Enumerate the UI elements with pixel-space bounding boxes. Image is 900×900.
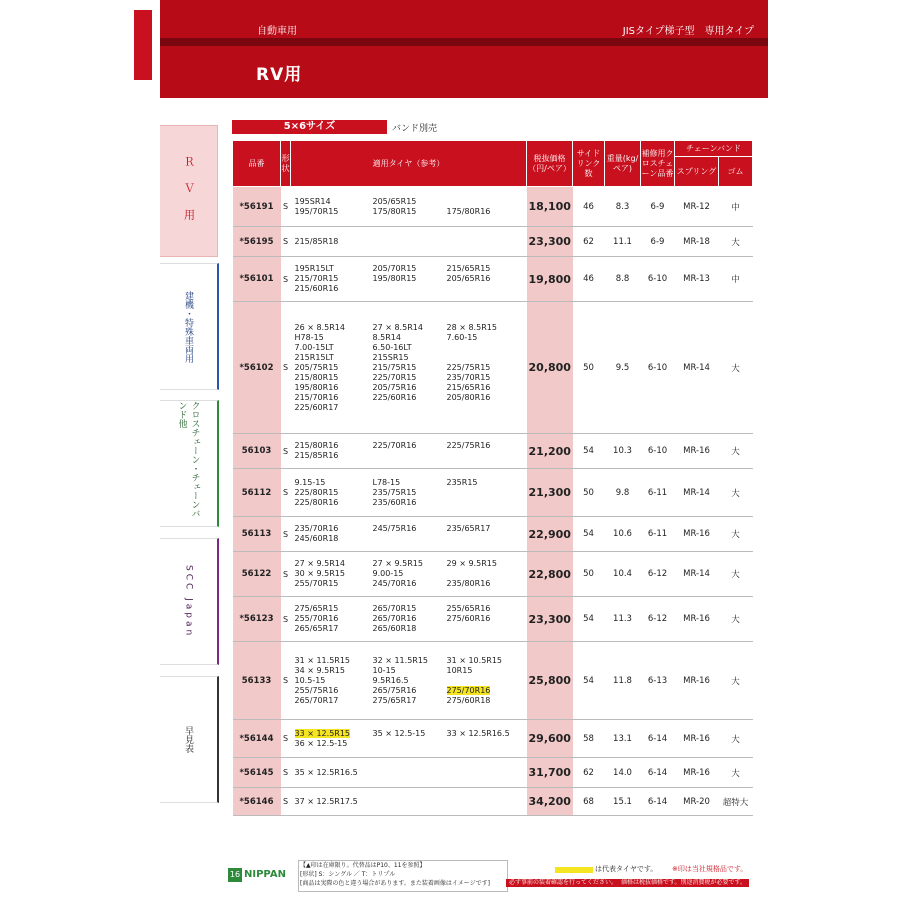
- tire-size: 195R15LT: [294, 264, 334, 273]
- cell-rubber: 大: [719, 227, 753, 257]
- tire-size: 35 × 12.5R16.5: [294, 767, 358, 777]
- cell-code: *56191: [233, 187, 281, 227]
- cell-tires: [291, 720, 527, 758]
- cell-code: 56133: [233, 642, 281, 720]
- tire-size: 36 × 12.5-15: [294, 738, 348, 748]
- spine-accent: [134, 10, 152, 80]
- table-row: [233, 517, 753, 552]
- cell-price: 34,200: [527, 788, 573, 816]
- tire-size: 255/70R16: [294, 614, 339, 623]
- cell-rubber: 大: [719, 517, 753, 552]
- tire-size: [447, 797, 525, 807]
- tire-size: [373, 451, 447, 461]
- cell-cross: 6-9: [641, 187, 675, 227]
- cell-code: 56112: [233, 469, 281, 517]
- cell-side: 68: [573, 788, 605, 816]
- cell-form: S: [281, 302, 291, 434]
- cell-price: 25,800: [527, 642, 573, 720]
- cell-side: 50: [573, 302, 605, 434]
- col-weight: 重量(kg/ペア): [605, 141, 641, 187]
- cell-form: S: [281, 434, 291, 469]
- tire-size: 205/65R16: [446, 274, 491, 283]
- table-row: [233, 187, 753, 227]
- tire-size: 225/75R15: [446, 362, 491, 372]
- table-row: [233, 758, 753, 788]
- tire-size: 275/65R15: [294, 604, 339, 613]
- tire-size: 215R15LT: [294, 352, 334, 362]
- tab-quick-reference[interactable]: 早見表: [160, 676, 219, 803]
- cell-spring: MR-16: [675, 642, 719, 720]
- header-category: 自動車用: [257, 26, 297, 37]
- cell-tires: [291, 642, 527, 720]
- cell-code: *56102: [233, 302, 281, 434]
- cell-price: 22,800: [527, 552, 573, 597]
- legend-star: ※印は当社規格品です。: [672, 865, 748, 873]
- cell-spring: MR-12: [675, 187, 719, 227]
- cell-tires: [291, 257, 527, 302]
- tire-size: 30 × 9.5R15: [294, 569, 345, 578]
- cell-code: *56123: [233, 597, 281, 642]
- warning-fit-check: 必ず事前の装着確認を行ってください。: [506, 879, 620, 887]
- cell-cross: 6-11: [641, 517, 675, 552]
- tire-size: 7.60-15: [446, 332, 478, 342]
- tire-size: 215/65R16: [446, 382, 491, 392]
- cell-price: 23,300: [527, 227, 573, 257]
- tire-size: 215/75R15: [372, 362, 417, 372]
- cell-cross: 6-14: [641, 720, 675, 758]
- cell-tires: [291, 187, 527, 227]
- cell-weight: 14.0: [605, 758, 641, 788]
- tire-size: [447, 498, 525, 508]
- cell-side: 54: [573, 434, 605, 469]
- tire-size: 31 × 11.5R15: [294, 655, 351, 665]
- cell-side: 50: [573, 552, 605, 597]
- page-number: 16: [228, 868, 242, 882]
- cell-tires: [291, 227, 527, 257]
- cell-form: S: [281, 758, 291, 788]
- cell-rubber: 超特大: [719, 788, 753, 816]
- tire-size: 205/80R16: [446, 392, 491, 402]
- cell-code: 56113: [233, 517, 281, 552]
- cell-code: *56146: [233, 788, 281, 816]
- cell-spring: MR-16: [675, 517, 719, 552]
- cell-side: 46: [573, 257, 605, 302]
- cell-cross: 6-12: [641, 597, 675, 642]
- cell-weight: 15.1: [605, 788, 641, 816]
- cell-side: 46: [573, 187, 605, 227]
- tire-size: 10-15: [372, 665, 396, 675]
- cell-side: 54: [573, 642, 605, 720]
- page-header: [160, 0, 768, 98]
- tab-cross-chain[interactable]: クロスチェーン・チェーンバンド他: [160, 400, 219, 527]
- tire-size: 225/80R15: [294, 487, 339, 497]
- col-band: チェーンバンド: [675, 141, 753, 157]
- table-row: [233, 642, 753, 720]
- cell-tires: [291, 597, 527, 642]
- tire-size: [447, 343, 525, 353]
- tire-size: 265/70R16: [372, 614, 417, 623]
- cell-weight: 10.3: [605, 434, 641, 469]
- section-title: 5×6サイズ: [232, 120, 387, 134]
- cell-weight: 10.6: [605, 517, 641, 552]
- cell-code: 56122: [233, 552, 281, 597]
- tire-size: 215/80R16: [294, 441, 339, 450]
- cell-side: 62: [573, 227, 605, 257]
- tire-size: 175/80R16: [446, 206, 491, 216]
- footnote-2: [形状] S：シングル ／ T：トリプル: [300, 871, 396, 878]
- tire-size: 195SR14: [294, 196, 331, 206]
- tire-size: 34 × 9.5R15: [294, 665, 345, 675]
- legend-yellow: は代表タイヤです。: [595, 865, 658, 873]
- cell-side: 54: [573, 597, 605, 642]
- cell-code: *56101: [233, 257, 281, 302]
- cell-weight: 10.4: [605, 552, 641, 597]
- tire-size: [447, 237, 525, 247]
- warning-tax: 価格は税抜価格です。別途消費税が必要です。: [618, 879, 749, 887]
- table-row: [233, 788, 753, 816]
- tire-size: 37 × 12.5R17.5: [294, 796, 358, 806]
- cell-rubber: 大: [719, 469, 753, 517]
- tire-size: 27 × 9.5R14: [294, 559, 345, 568]
- tire-size: 205/75R15: [294, 362, 339, 372]
- tire-size: 9.00-15: [372, 569, 404, 578]
- tire-size: 6.50-16LT: [372, 342, 412, 352]
- cell-side: 50: [573, 469, 605, 517]
- tire-size: [373, 534, 447, 544]
- tire-size: 235/75R15: [372, 487, 417, 497]
- cell-spring: MR-16: [675, 597, 719, 642]
- tire-size: 8.5R14: [372, 332, 401, 342]
- cell-cross: 6-11: [641, 469, 675, 517]
- cell-price: 20,800: [527, 302, 573, 434]
- cell-weight: 9.8: [605, 469, 641, 517]
- table-row: [233, 227, 753, 257]
- tire-size: [447, 569, 525, 579]
- cell-form: S: [281, 597, 291, 642]
- tire-size: [447, 488, 525, 498]
- tire-size: [447, 197, 525, 207]
- tire-size: [447, 353, 525, 363]
- tire-size: 265/75R16: [372, 685, 417, 695]
- cell-price: 18,100: [527, 187, 573, 227]
- cell-spring: MR-16: [675, 758, 719, 788]
- tire-size: 225/60R17: [294, 402, 339, 412]
- section-note: バンド別売: [392, 124, 438, 134]
- cell-tires: [291, 517, 527, 552]
- tire-size: 205/70R15: [372, 264, 417, 273]
- tire-size: 29 × 9.5R15: [446, 559, 497, 568]
- cell-cross: 6-14: [641, 758, 675, 788]
- tire-size: [373, 237, 447, 247]
- cell-cross: 6-10: [641, 434, 675, 469]
- cell-tires: [291, 758, 527, 788]
- tire-size: 225/80R16: [294, 497, 339, 507]
- col-price: 税抜価格（円/ペア）: [527, 141, 573, 187]
- tire-size: 265/65R17: [294, 624, 339, 633]
- col-tires: 適用タイヤ（参考）: [291, 141, 527, 187]
- tire-size: 265/60R18: [372, 624, 417, 633]
- cell-form: S: [281, 720, 291, 758]
- tire-size: 245/70R16: [372, 579, 417, 588]
- tab-scc-japan[interactable]: SCC Japan: [160, 538, 219, 665]
- cell-weight: 8.8: [605, 257, 641, 302]
- tire-size: 255/65R16: [446, 604, 491, 613]
- tire-size: 265/70R17: [294, 695, 339, 705]
- table-row: [233, 552, 753, 597]
- cell-cross: 6-10: [641, 257, 675, 302]
- cell-weight: 13.1: [605, 720, 641, 758]
- cell-code: *56195: [233, 227, 281, 257]
- tire-size: L78-15: [372, 477, 401, 487]
- tire-size: 26 × 8.5R14: [294, 322, 345, 332]
- tire-size: 225/75R16: [446, 441, 491, 450]
- tire-size: 255/70R15: [294, 579, 339, 588]
- cell-form: S: [281, 227, 291, 257]
- cell-spring: MR-14: [675, 469, 719, 517]
- tire-size: 235/70R16: [294, 524, 339, 533]
- table-row: [233, 469, 753, 517]
- cell-code: 56103: [233, 434, 281, 469]
- cell-form: S: [281, 469, 291, 517]
- tire-size: 205/75R16: [372, 382, 417, 392]
- cell-form: S: [281, 642, 291, 720]
- table-row: [233, 302, 753, 434]
- tire-size: 215/85R16: [294, 451, 339, 460]
- tire-size: 10R15: [446, 665, 473, 675]
- tire-size: 28 × 8.5R15: [446, 322, 497, 332]
- col-spring: スプリング: [675, 157, 719, 187]
- cell-form: S: [281, 517, 291, 552]
- cell-code: *56145: [233, 758, 281, 788]
- cell-weight: 11.1: [605, 227, 641, 257]
- tab-construction[interactable]: 建機・特殊車両用: [160, 263, 219, 390]
- tire-size: 32 × 11.5R15: [372, 655, 429, 665]
- tire-size: 215/65R15: [446, 264, 491, 273]
- tire-size: 215/70R15: [294, 274, 339, 283]
- col-rubber: ゴム: [719, 157, 753, 187]
- header-type: JISタイプ梯子型 専用タイプ: [622, 26, 754, 37]
- tire-size: [447, 403, 525, 413]
- cell-tires: [291, 552, 527, 597]
- tire-size: [373, 768, 447, 778]
- tire-size: 195/80R15: [372, 274, 417, 283]
- tire-size: 235/80R16: [446, 579, 491, 588]
- col-code: 品番: [233, 141, 281, 187]
- cell-rubber: 大: [719, 597, 753, 642]
- tire-size: [447, 739, 525, 749]
- cell-tires: [291, 788, 527, 816]
- cell-rubber: 大: [719, 434, 753, 469]
- tire-size: 275/60R18: [446, 695, 491, 705]
- tire-size: 10.5-15: [294, 675, 326, 685]
- cell-cross: 6-13: [641, 642, 675, 720]
- cell-side: 62: [573, 758, 605, 788]
- tire-size: 9.5R16.5: [372, 675, 409, 685]
- tire-size: [447, 451, 525, 461]
- table-row: [233, 597, 753, 642]
- legend-swatch: [555, 867, 593, 873]
- cell-weight: 9.5: [605, 302, 641, 434]
- tire-size: [447, 284, 525, 294]
- cell-rubber: 大: [719, 302, 753, 434]
- cell-cross: 6-10: [641, 302, 675, 434]
- binding-spine: [130, 0, 160, 900]
- tire-size: 245/75R16: [372, 524, 417, 533]
- tab-rv[interactable]: Ｒ Ｖ 用: [160, 125, 218, 257]
- cell-rubber: 中: [719, 187, 753, 227]
- cell-side: 58: [573, 720, 605, 758]
- tire-size: 225/70R16: [372, 441, 417, 450]
- tire-size: [447, 768, 525, 778]
- tire-size: [447, 534, 525, 544]
- tire-size: 195/80R16: [294, 382, 339, 392]
- tire-size: 235/60R16: [372, 497, 417, 507]
- cell-price: 23,300: [527, 597, 573, 642]
- cell-form: S: [281, 257, 291, 302]
- cell-rubber: 大: [719, 758, 753, 788]
- cell-cross: 6-9: [641, 227, 675, 257]
- cell-price: 21,200: [527, 434, 573, 469]
- tire-size: [447, 686, 525, 696]
- tire-size: 175/80R15: [372, 206, 417, 216]
- tire-size: [447, 676, 525, 686]
- cell-price: 31,700: [527, 758, 573, 788]
- tire-size: 215/60R16: [294, 284, 339, 293]
- cell-rubber: 大: [719, 552, 753, 597]
- cell-spring: MR-16: [675, 434, 719, 469]
- cell-spring: MR-18: [675, 227, 719, 257]
- cell-weight: 11.3: [605, 597, 641, 642]
- tire-size: 33 × 12.5R16.5: [446, 728, 510, 738]
- tire-size: 275/65R17: [372, 695, 417, 705]
- tire-size: [373, 797, 447, 807]
- cell-rubber: 大: [719, 720, 753, 758]
- product-table: [232, 140, 753, 816]
- page-title: RV用: [256, 65, 303, 85]
- table-row: [233, 434, 753, 469]
- tire-size: [373, 403, 447, 413]
- cell-cross: 6-12: [641, 552, 675, 597]
- tire-size: 225/60R16: [372, 392, 417, 402]
- cell-price: 19,800: [527, 257, 573, 302]
- col-side: サイドリンク数: [573, 141, 605, 187]
- tire-size: [373, 284, 447, 294]
- cell-side: 54: [573, 517, 605, 552]
- tire-size: 255/75R16: [294, 685, 339, 695]
- cell-form: S: [281, 788, 291, 816]
- tire-size: 9.15-15: [294, 477, 326, 487]
- tire-size: [447, 624, 525, 634]
- tire-size: 225/70R15: [372, 372, 417, 382]
- cell-rubber: 大: [719, 642, 753, 720]
- cell-price: 29,600: [527, 720, 573, 758]
- table-row: [233, 257, 753, 302]
- tire-size: H78-15: [294, 332, 324, 342]
- cell-price: 22,900: [527, 517, 573, 552]
- cell-form: S: [281, 187, 291, 227]
- cell-spring: MR-16: [675, 720, 719, 758]
- tire-size: 27 × 8.5R14: [372, 322, 423, 332]
- cell-rubber: 中: [719, 257, 753, 302]
- tire-size: 35 × 12.5-15: [372, 728, 426, 738]
- cell-spring: MR-14: [675, 552, 719, 597]
- cell-tires: [291, 302, 527, 434]
- tire-size: 245/60R18: [294, 534, 339, 543]
- tire-size: 265/70R15: [372, 604, 417, 613]
- col-form: 形状: [281, 141, 291, 187]
- tire-size: 215/80R15: [294, 372, 339, 382]
- cell-form: S: [281, 552, 291, 597]
- tire-size: 215/70R16: [294, 392, 339, 402]
- tire-size: 235R15: [446, 477, 478, 487]
- tire-size: 205/65R15: [372, 196, 417, 206]
- tire-size: 31 × 10.5R15: [446, 655, 503, 665]
- tire-size: 235/65R17: [446, 524, 491, 533]
- tire-highlight: 33 × 12.5R15: [294, 728, 351, 738]
- tire-size: 235/70R15: [446, 372, 491, 382]
- cell-tires: [291, 469, 527, 517]
- tire-highlight: 275/70R16: [446, 685, 491, 695]
- cell-spring: MR-20: [675, 788, 719, 816]
- cell-tires: [291, 434, 527, 469]
- table-row: [233, 720, 753, 758]
- tire-size: 275/60R16: [446, 614, 491, 623]
- header-stripe: [160, 38, 768, 46]
- tire-size: 7.00-15LT: [294, 342, 334, 352]
- cell-spring: MR-14: [675, 302, 719, 434]
- cell-price: 21,300: [527, 469, 573, 517]
- tire-size: 195/70R15: [294, 206, 339, 216]
- tire-size: 27 × 9.5R15: [372, 559, 423, 568]
- tire-size: [373, 739, 447, 749]
- footnote-1: 【▲印は在庫限り。代替品はP10、11を参照】: [300, 862, 426, 869]
- cell-weight: 11.8: [605, 642, 641, 720]
- cell-spring: MR-13: [675, 257, 719, 302]
- cell-cross: 6-14: [641, 788, 675, 816]
- footnote-3: [商品は実際の色と違う場合があります。また装着画像はイメージです]: [300, 880, 491, 887]
- brand-logo: NIPPAN: [244, 869, 286, 880]
- cell-code: *56144: [233, 720, 281, 758]
- tire-size: 215SR15: [372, 352, 409, 362]
- tire-size: [295, 729, 373, 739]
- cell-weight: 8.3: [605, 187, 641, 227]
- col-cross: 補修用クロスチェーン品番: [641, 141, 675, 187]
- tire-size: 215/85R18: [294, 236, 339, 246]
